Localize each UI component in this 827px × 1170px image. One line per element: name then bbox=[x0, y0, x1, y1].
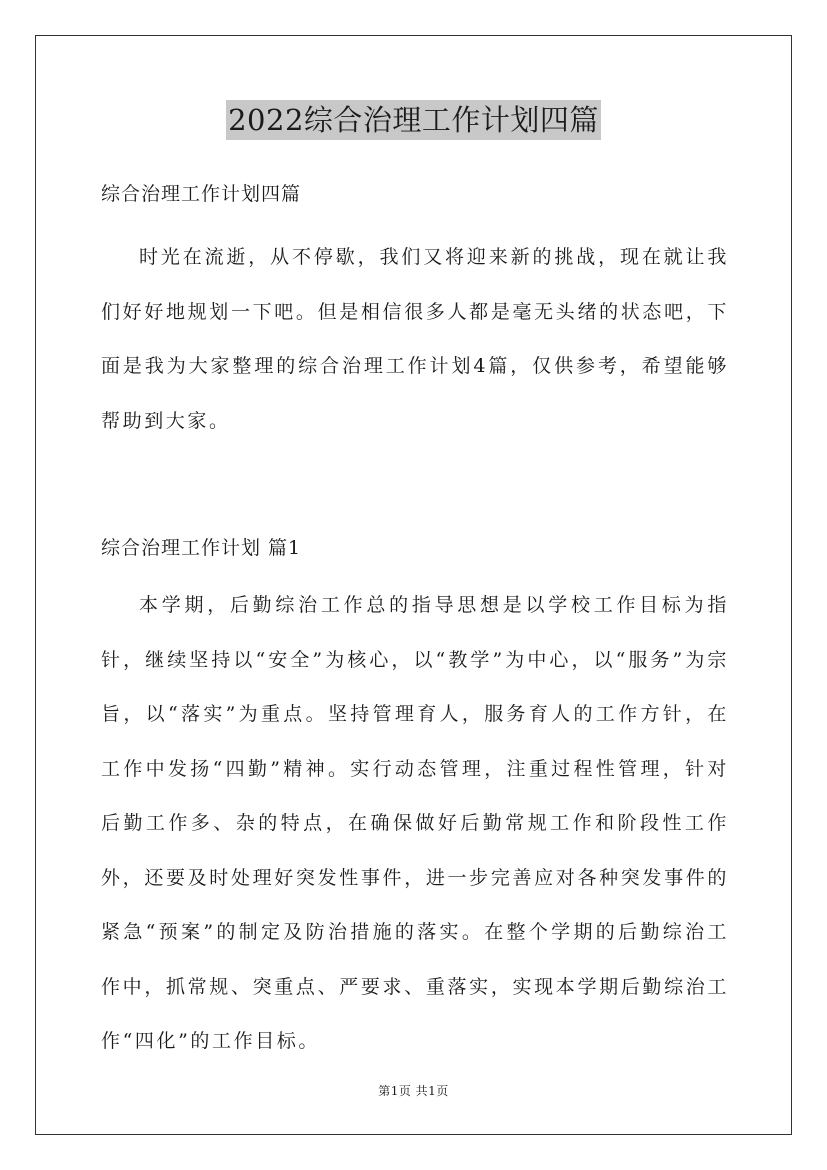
intro-paragraph: 时光在流逝，从不停歇，我们又将迎来新的挑战，现在就让我们好好地规划一下吧。但是相信很多人都是毫无头绪的状态吧，下面是我为大家整理的综合治理工作计划4篇，仅供参考，希望能够帮助到大家。 bbox=[101, 246, 729, 432]
document-subtitle: 综合治理工作计划四篇 bbox=[101, 183, 302, 205]
title-wrap bbox=[0, 100, 827, 140]
page-footer: 第1页 共1页 bbox=[378, 1084, 449, 1098]
document-body bbox=[101, 176, 729, 1069]
document-title: 2022综合治理工作计划四篇 bbox=[226, 100, 601, 140]
section1-paragraph: 本学期，后勤综治工作总的指导思想是以学校工作目标为指针，继续坚持以“安全”为核心，以“教学”为中心，以“服务”为宗旨，以“落实”为重点。坚持管理育人，服务育人的工作方针，在工作中发扬“四勤”精神。实行动态管理，注重过程性管理，针对后勤工作多、杂的特点，在确保做好后勤常规工作和阶段性工作外，还要及时处理好突发性事件，进一步完善应对各种突发事件的紧急“预案”的制定及防治措施的落实。在整个学期的后勤综治工作中，抓常规、突重点、严要求、重落实，实现本学期后勤综治工作“四化”的工作目标。 bbox=[101, 594, 729, 1052]
section1-heading: 综合治理工作计划 篇1 bbox=[101, 537, 302, 559]
